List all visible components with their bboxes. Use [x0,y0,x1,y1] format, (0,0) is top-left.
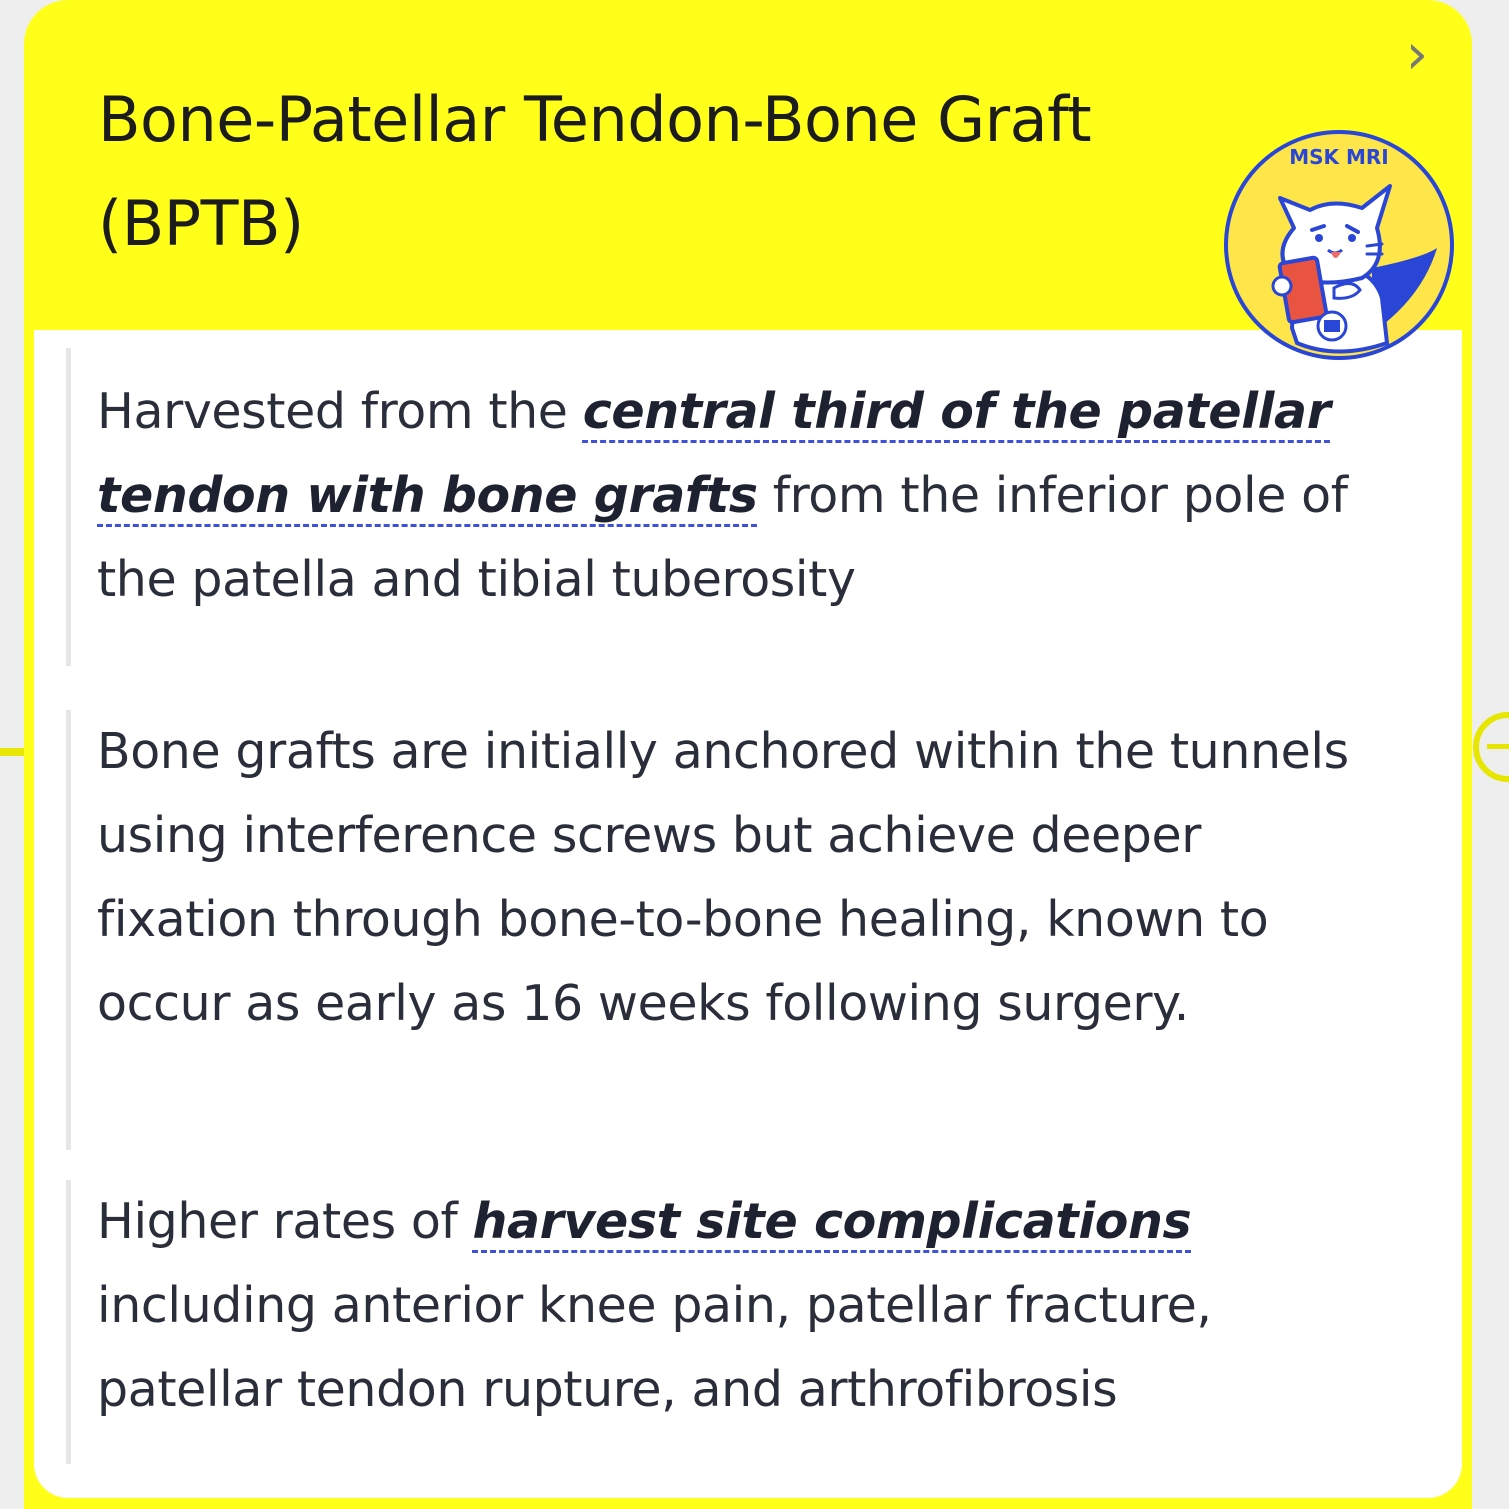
card-title: Bone-Patellar Tendon-Bone Graft (BPTB) [98,83,1092,260]
note-block-fixation [66,710,1396,1150]
connector-line-left [0,748,26,756]
chevron-right-icon[interactable]: › [1405,22,1429,87]
text-segment: including anterior knee pain, patellar fracture, patellar tendon rupture, and arthrofibrosis [97,1277,1212,1418]
note-block-complications [66,1180,1396,1464]
text-segment: from the inferior pole of the patella and tibial tuberosity [97,467,1348,608]
card-body [34,330,1462,1498]
paragraph-complications [97,1180,1396,1432]
highlight-term-complications[interactable]: harvest site complications [472,1193,1192,1250]
highlight-term-harvest-source[interactable]: central third of the patellar tendon with bone grafts [97,383,1331,524]
text-segment: Higher rates of [97,1193,473,1250]
text-segment: Harvested from the [97,383,583,440]
paragraph-fixation: Bone grafts are initially anchored within the tunnels using interference screws but achieve deeper fixation through bone-to-bone healing, known to occur as early as 16 weeks following surgery. [97,723,1349,1032]
note-block-harvest [66,348,1396,666]
connector-handle-right[interactable] [1473,712,1509,782]
paragraph-harvest [97,370,1396,622]
logo-text: MSK MRI [1289,145,1389,169]
msk-mri-cat-logo [1222,128,1456,362]
